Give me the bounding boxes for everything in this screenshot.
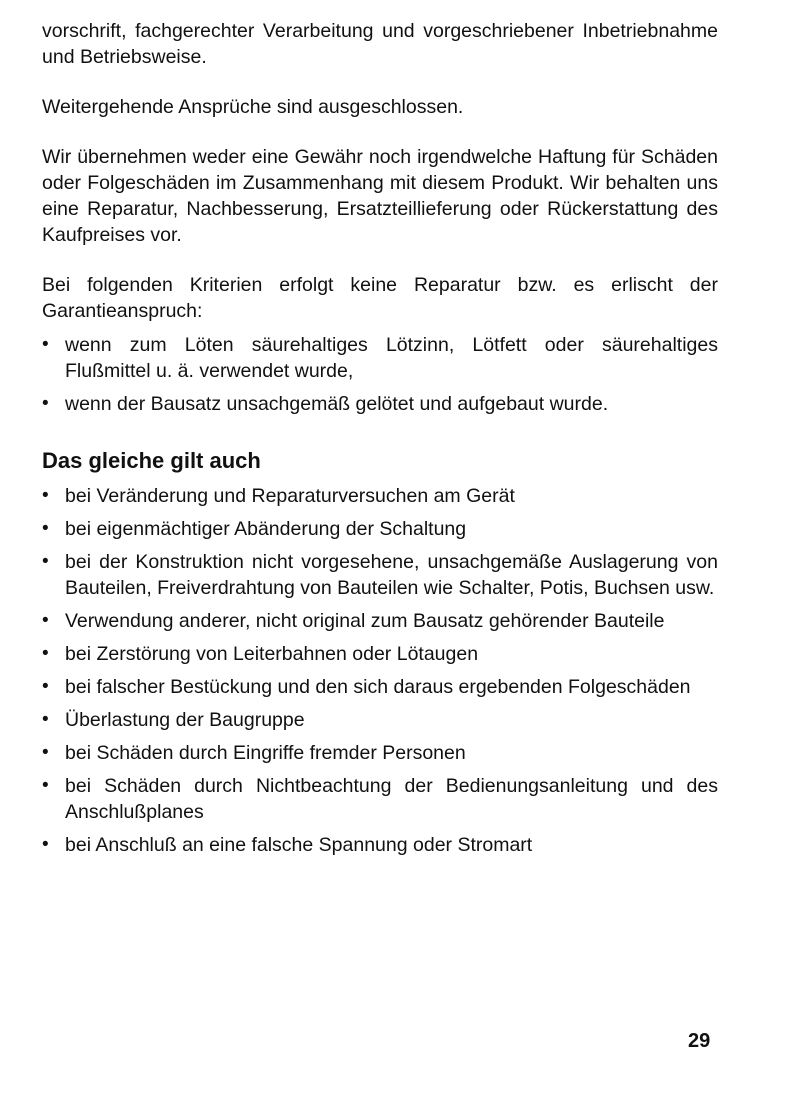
list-item-text: bei Veränderung und Reparaturversuchen am Gerät	[65, 485, 515, 507]
list-item-text: Überlastung der Baugruppe	[65, 709, 305, 731]
paragraph-exclusion: Weitergehende Ansprüche sind ausgeschlossen.	[42, 96, 464, 118]
list-item-text: bei Schäden durch Eingriffe fremder Personen	[65, 742, 466, 764]
list-item-text: Verwendung anderer, nicht original zum Bausatz gehörender Bauteile	[65, 610, 665, 632]
list-item-text: bei Schäden durch Nichtbeachtung der Bedienungsanleitung und des Anschlußplanes	[65, 775, 718, 823]
list-item	[42, 549, 718, 601]
list-item-text: bei Anschluß an eine falsche Spannung oder Stromart	[65, 834, 533, 856]
list-item	[42, 740, 718, 766]
list-item-text: bei Zerstörung von Leiterbahnen oder Lötaugen	[65, 643, 479, 665]
list-item	[42, 832, 718, 858]
list-item	[42, 332, 718, 384]
bullet-icon: •	[42, 551, 49, 572]
bullet-icon: •	[42, 834, 49, 855]
bullet-icon: •	[42, 610, 49, 631]
paragraph-continuation: vorschrift, fachgerechter Verarbeitung und vorgeschriebener Inbetriebnahme und Betriebsweise.	[42, 20, 718, 68]
paragraph-liability: Wir übernehmen weder eine Gewähr noch irgendwelche Haftung für Schäden oder Folgeschäden im Zusammenhang mit diesem Produkt. Wir behalten uns eine Reparatur, Nachbesserung, Ersatzteillieferung oder Rückerstattung des Kaufpreises vor.	[42, 146, 718, 246]
list-item	[42, 707, 718, 733]
document-page	[42, 18, 718, 865]
criteria-list	[42, 332, 718, 417]
spacer	[42, 324, 718, 332]
page-number: 29	[688, 1030, 711, 1052]
section-heading: Das gleiche gilt auch	[42, 448, 261, 473]
bullet-icon: •	[42, 485, 49, 506]
bullet-icon: •	[42, 676, 49, 697]
spacer	[42, 70, 718, 94]
spacer	[42, 248, 718, 272]
list-item-text: bei eigenmächtiger Abänderung der Schaltung	[65, 518, 467, 540]
list-item	[42, 516, 718, 542]
list-item-text: wenn der Bausatz unsachgemäß gelötet und aufgebaut wurde.	[65, 393, 609, 415]
bullet-icon: •	[42, 518, 49, 539]
spacer	[42, 120, 718, 144]
list-item-text: wenn zum Löten säurehaltiges Lötzinn, Lötfett oder säurehaltiges Flußmittel u. ä. verwendet wurde,	[65, 334, 718, 382]
list-item	[42, 641, 718, 667]
bullet-icon: •	[42, 393, 49, 414]
bullet-icon: •	[42, 334, 49, 355]
bullet-icon: •	[42, 742, 49, 763]
bullet-icon: •	[42, 709, 49, 730]
section-list	[42, 483, 718, 858]
list-item	[42, 483, 718, 509]
list-item	[42, 391, 718, 417]
list-item	[42, 674, 718, 700]
list-item	[42, 608, 718, 634]
list-item	[42, 773, 718, 825]
list-item-text: bei der Konstruktion nicht vorgesehene, unsachgemäße Auslagerung von Bauteilen, Freiverdrahtung von Bauteilen wie Schalter, Potis, Buchsen usw.	[65, 551, 718, 599]
list-item-text: bei falscher Bestückung und den sich daraus ergebenden Folgeschäden	[65, 676, 691, 698]
bullet-icon: •	[42, 643, 49, 664]
paragraph-criteria-intro: Bei folgenden Kriterien erfolgt keine Reparatur bzw. es erlischt der Garantieanspruch:	[42, 274, 718, 322]
bullet-icon: •	[42, 775, 49, 796]
